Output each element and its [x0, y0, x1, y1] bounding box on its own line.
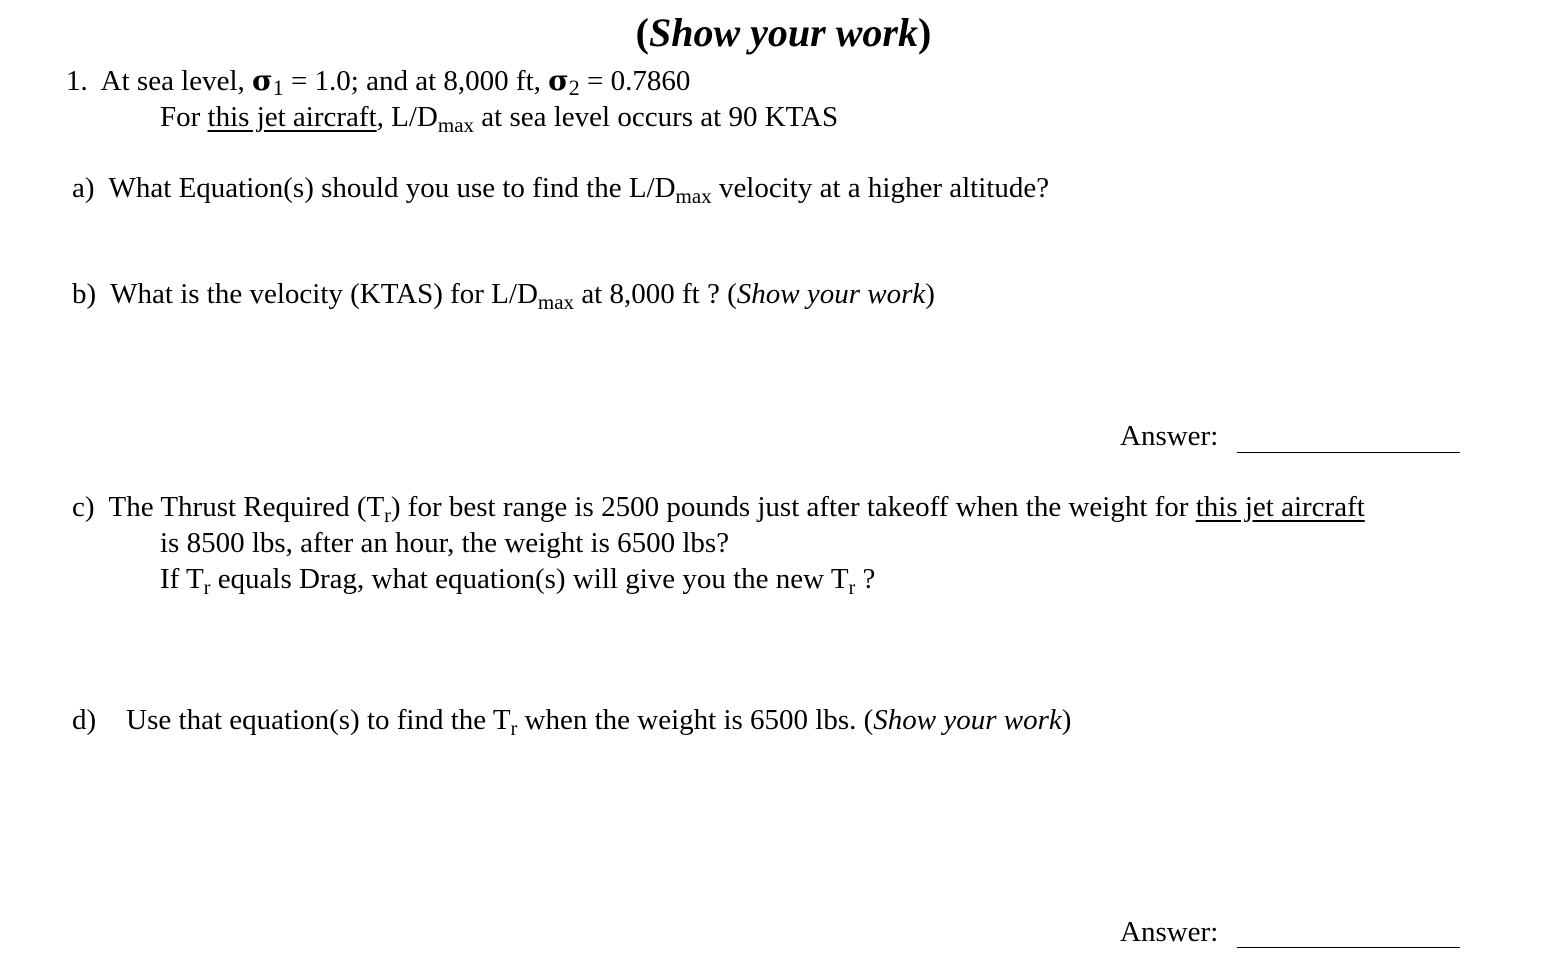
qb-text-b: at 8,000 ft ? ( — [574, 278, 737, 310]
qc-line3-a: If T — [160, 563, 204, 595]
sigma-2-symbol: σ — [548, 64, 569, 97]
question-1-line-2 — [160, 100, 838, 136]
qc-r-subscript-2: r — [203, 577, 211, 599]
qb-max-subscript: max — [537, 290, 575, 314]
qc-line3-c: ? — [855, 563, 876, 595]
qc-line1-b: ) for best range is 2500 pounds just after takeoff when the weight for — [390, 491, 1196, 523]
question-c-line-1 — [72, 490, 1365, 527]
qc-r-subscript-1: r — [384, 505, 391, 527]
question-d — [72, 703, 1071, 740]
answer-1-blank[interactable] — [1237, 452, 1460, 453]
q1-line2-a: For — [160, 101, 208, 133]
title-open-paren: ( — [635, 10, 649, 55]
q1-underlined-phrase: this jet aircraft — [207, 101, 377, 133]
qd-show-work: Show your work — [873, 704, 1062, 736]
qd-r-subscript: r — [510, 718, 518, 740]
qd-text-a: Use that equation(s) to find the T — [126, 704, 511, 736]
qc-label: c) — [72, 491, 95, 523]
qb-text-c: ) — [925, 278, 935, 310]
question-1-line-1 — [66, 64, 690, 100]
qc-line3-b: equals Drag, what equation(s) will give you the new T — [210, 563, 849, 595]
qb-label: b) — [72, 278, 97, 310]
qd-text-c: ) — [1061, 704, 1072, 736]
q1-text-b: = 1.0; and at 8,000 ft, — [283, 65, 549, 97]
title-close-paren: ) — [917, 10, 932, 55]
title-text: Show your work — [649, 10, 918, 55]
question-c-line-2: is 8500 lbs, after an hour, the weight is 6500 lbs? — [160, 527, 730, 559]
answer-2-blank[interactable] — [1237, 947, 1460, 948]
q1-line2-c: at sea level occurs at 90 KTAS — [474, 101, 839, 133]
q1-line2-b: , L/D — [376, 101, 438, 133]
qc-r-subscript-3: r — [848, 577, 856, 599]
qa-label: a) — [72, 172, 95, 204]
question-number: 1. — [66, 65, 88, 97]
qa-text-b: velocity at a higher altitude? — [711, 172, 1050, 204]
question-b — [72, 277, 935, 313]
q1-max-subscript: max — [437, 113, 475, 137]
qb-text-a: What is the velocity (KTAS) for L/D — [110, 278, 538, 310]
sigma-2-subscript: 2 — [568, 75, 580, 100]
q1-text-a: At sea level, — [100, 65, 253, 97]
qc-underlined-phrase: this jet aircraft — [1195, 491, 1365, 523]
qd-label: d) — [72, 704, 97, 736]
qa-text-a: What Equation(s) should you use to find the L/D — [108, 172, 676, 204]
qa-max-subscript: max — [675, 184, 712, 208]
question-c-line-3 — [160, 562, 875, 599]
sigma-1-symbol: σ — [252, 64, 273, 97]
page-title — [0, 10, 1567, 56]
question-a — [72, 171, 1049, 207]
sigma-1-subscript: 1 — [272, 75, 284, 100]
qc-line1-a: The Thrust Required (T — [108, 491, 385, 523]
q1-text-c: = 0.7860 — [579, 65, 691, 97]
answer-2-label: Answer: — [1120, 916, 1219, 948]
qb-show-work: Show your work — [736, 278, 926, 310]
answer-1-label: Answer: — [1120, 420, 1219, 452]
qd-text-b: when the weight is 6500 lbs. ( — [517, 704, 874, 736]
